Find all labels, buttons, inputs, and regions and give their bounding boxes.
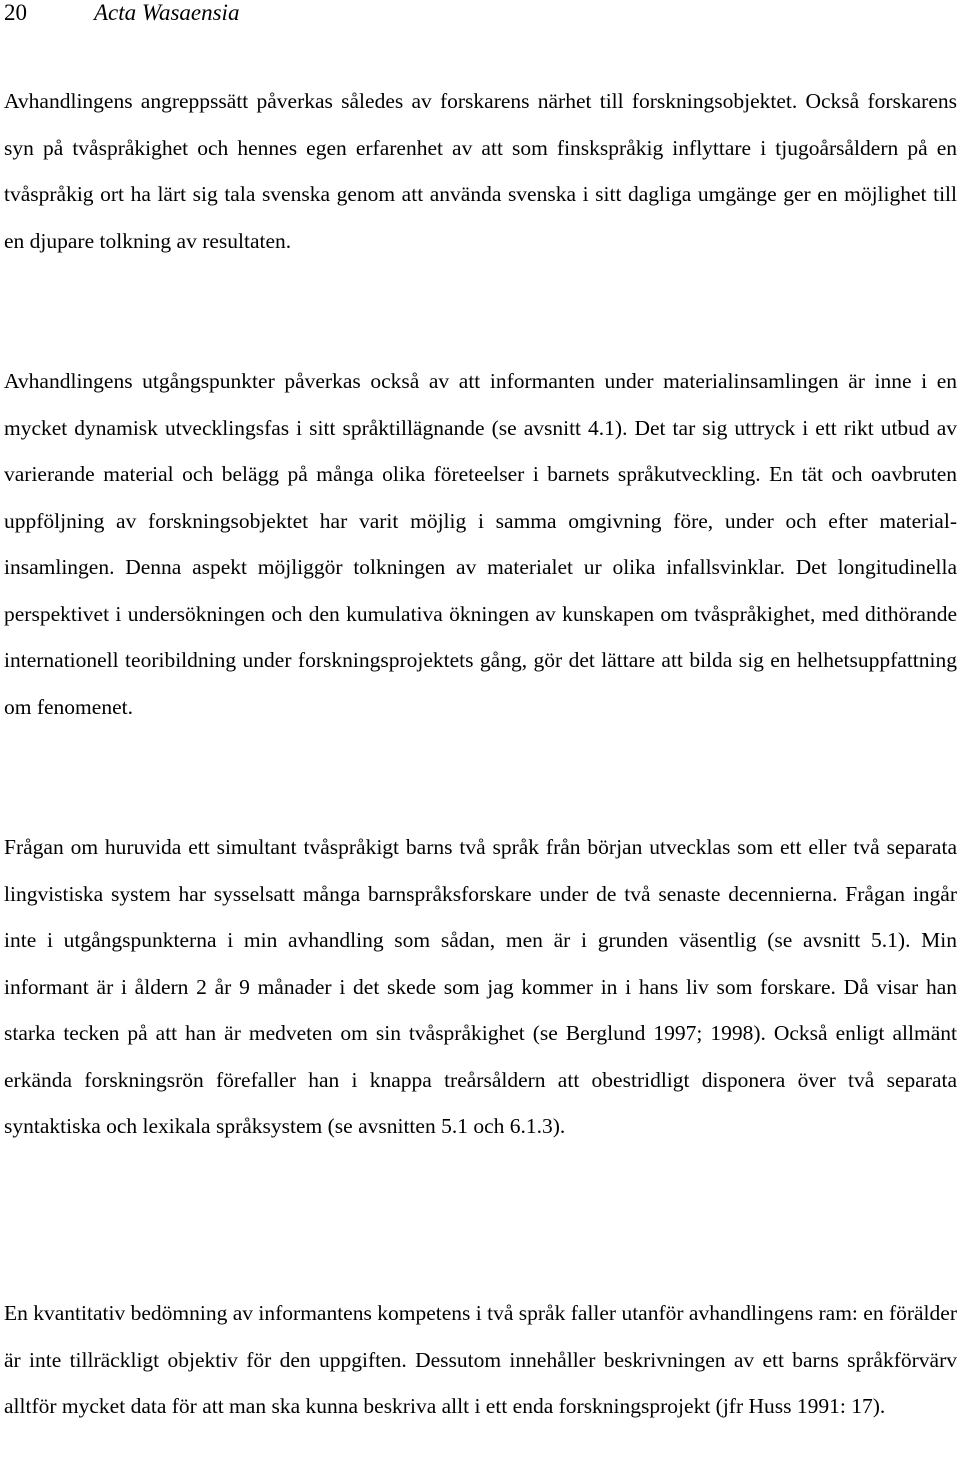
journal-title: Acta Wasaensia [94,0,240,25]
page-number: 20 [4,0,27,25]
paragraph: Avhandlingens angreppssätt påverkas således av forskarens närhet till forskningsobjektet. Också forskarens syn på tvåspråkighet och hennes egen erfarenhet av att som finskspråkig inflyttare i tjugoårsåldern på en tvåspråkig ort ha lärt sig tala svenska genom att använda svenska i sitt dagliga umgänge ger en möjlighet till en djupare tolkning av resultaten. [4,89,957,253]
paragraph: En kvantitativ bedömning av informantens kompetens i två språk faller utanför avhandlingens ram: en förälder är inte tillräckligt objektiv för den uppgiften. Dessutom innehåller beskrivningen av ett barns språkförvärv alltför mycket data för att man ska kunna beskriva allt i ett enda forskningsprojekt (jfr Huss 1991: 17). [4,1301,957,1418]
paragraph: Frågan om huruvida ett simultant tvåspråkigt barns två språk från början utvecklas som ett eller två separata lingvistiska system har sysselsatt många barnspråksforskare under de två senaste decennierna. Frågan ingår inte i utgångspunkterna i min avhandling som sådan, men är i grunden väsentlig (se avsnitt 5.1). Min informant är i åldern 2 år 9 månader i det skede som jag kommer in i hans liv som forskare. Då visar han starka tecken på att han är medveten om sin tvåspråkighet (se Berglund 1997; 1998). Också enligt allmänt erkända forskningsrön förefaller han i knappa treårsåldern att obestridligt disponera över två separata syntaktiska och lexikala språksystem (se avsnitten 5.1 och 6.1.3). [4,835,957,1138]
paragraph: Avhandlingens utgångspunkter påverkas också av att informanten under materialinsamlingen är inne i en mycket dynamisk utvecklingsfas i sitt språktillägnande (se avsnitt 4.1). Det tar sig uttryck i ett rikt utbud av varierande material och belägg på många olika företeelser i barnets språkutveckling. En tät och oavbruten uppföljning av forskningsobjektet har varit möjlig i samma omgivning före, under och efter materialinsamlingen. Denna aspekt möjliggör tolkningen av materialet ur olika infallsvinklar. Det longitudinella perspektivet i undersökningen och den kumulativa ökningen av kunskapen om tvåspråkighet, med dithörande internationell teoribildning under forskningsprojektets gång, gör det lättare att bilda sig en helhetsuppfattning om fenomenet. [4,369,957,719]
page-header [4,0,239,28]
